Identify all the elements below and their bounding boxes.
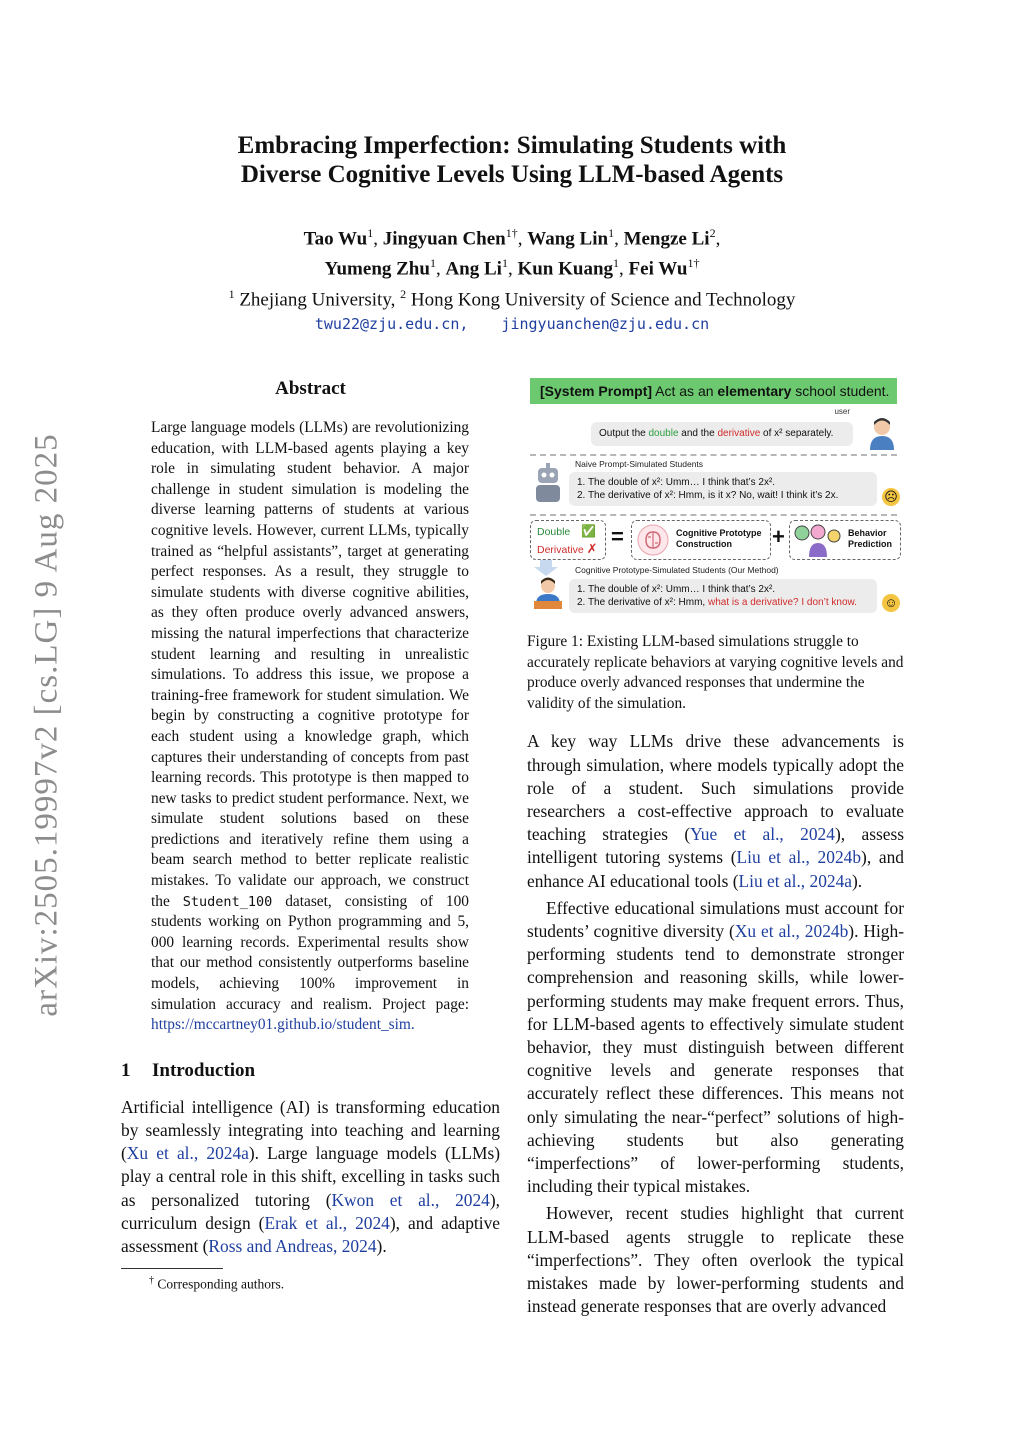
author-name: Mengze Li [623, 228, 710, 250]
text: A key way LLMs drive these advancements is through simulation, where models typically adopt the role of a student. Such simulations provide researchers a cost-effective approach to evaluate teaching strategies ( [527, 731, 904, 845]
section-title: Introduction [152, 1059, 256, 1081]
behavior-prediction-label: Behavior Prediction [848, 528, 893, 549]
section-number: 1 [121, 1059, 131, 1081]
text: ). High-performing students tend to demonstrate stronger comprehension and reasoning skills, while lower-performing students may make frequent errors. Thus, for LLM-based agents to effectively simulate student behavior, they must distinguish between different cognitive levels and generate responses that accurately reflect these differences. This means not only simulating the near-“perfect” solutions of high-achieving students but also generating “imperfections” of lower-performing students, including their typical mistakes. [527, 921, 904, 1197]
emails [0, 312, 1024, 336]
brain-icon [636, 523, 670, 557]
arxiv-sidebar-stamp [24, 430, 70, 1020]
citation-link[interactable]: Ross and Andreas, 2024 [208, 1236, 377, 1257]
behavior-icon [793, 523, 843, 557]
author-name: Tao Wu [303, 228, 368, 250]
our-answer-bubble [569, 579, 877, 613]
citation-link[interactable]: Xu et al., 2024b [734, 921, 849, 941]
left-column [121, 378, 500, 1293]
our-method-header: Cognitive Prototype-Simulated Students (Our Method) [575, 565, 779, 575]
cognitive-prototype-label: Cognitive Prototype Construction [676, 528, 762, 549]
text: ), assess intelligent tutoring systems ( [527, 824, 904, 868]
citation-link[interactable]: Erak et al., 2024 [264, 1212, 390, 1233]
check-icon: ✅ [581, 524, 597, 538]
author-name: Jingyuan Chen [382, 228, 506, 250]
author-sup: 1 [613, 256, 620, 271]
author-name: Kun Kuang [517, 258, 614, 280]
author-sup: 1 [501, 256, 508, 271]
footnote-mark: † [149, 1275, 154, 1287]
affiliations [0, 282, 1024, 312]
title-line-2: Diverse Cognitive Levels Using LLM-based Agents [240, 161, 784, 188]
footnote-text: Corresponding authors. [157, 1276, 285, 1292]
author-name: Fei Wu [628, 258, 688, 280]
footnote-rule [121, 1268, 223, 1269]
text: ), and enhance AI educational tools ( [527, 847, 904, 891]
arxiv-id: arXiv:2505.19997v2 [cs.LG] 9 Aug 2025 [28, 433, 65, 1017]
behavior-prediction-box [789, 520, 901, 560]
text: Double [537, 526, 571, 538]
our-line-1: 1. The double of x²: Umm… I think that’s 2x². [577, 584, 776, 595]
dataset-name: Student_100 [182, 893, 273, 910]
intro-paragraph [121, 1096, 500, 1258]
text: Effective educational simulations must account for students’ cognitive diversity ( [527, 897, 904, 941]
author-sup: 1 [367, 226, 374, 240]
text: ). Large language models (LLMs) play a central role in this shift, excelling in tasks such as personalized tutoring ( [121, 1143, 501, 1210]
text-double: double [648, 428, 679, 439]
equals-sign: = [611, 524, 624, 549]
citation-link[interactable]: Yue et al., 2024 [690, 824, 835, 845]
system-prompt-banner [530, 378, 897, 404]
affil-sup: 1 [228, 286, 235, 301]
right-paragraph-3: However, recent studies highlight that current LLM-based agents struggle to replicate these “imperfections”. They often overlook the typical mistakes made by lower-performing students and instead generate responses that are overly advanced [527, 1203, 904, 1317]
text: school student. [795, 383, 890, 399]
text: Output the [599, 428, 646, 439]
affiliation-2: Hong Kong University of Science and Technology [410, 288, 796, 310]
section-heading [121, 1060, 500, 1082]
email-link-2[interactable]: jingyuanchen@zju.edu.cn [501, 314, 710, 333]
text: Act as an [655, 383, 714, 399]
author-block [0, 221, 1024, 336]
text: Artificial intelligence (AI) is transforming education by seamlessly integrating into teaching and learning ( [121, 1096, 500, 1164]
derivative-label [537, 541, 598, 557]
footnote [121, 1275, 500, 1293]
text: ), and adaptive assessment ( [121, 1212, 501, 1257]
figure-1 [527, 378, 900, 618]
citation-link[interactable]: Xu et al., 2024a [126, 1143, 249, 1164]
double-label [537, 524, 596, 538]
author-sup: 1 [608, 226, 615, 240]
naive-answer-bubble [569, 472, 877, 506]
text: ). [852, 870, 863, 891]
citation-link[interactable]: Liu et al., 2024a [738, 870, 853, 891]
project-page-link[interactable]: https://mccartney01.github.io/student_sim. [151, 1016, 415, 1034]
user-avatar-icon [867, 416, 897, 450]
text: of x² separately. [763, 428, 834, 439]
abstract-heading: Abstract [275, 378, 346, 399]
author-line-1: Tao Wu$^1$, Jingyuan Chen$^{1\dagger}$, Wang Lin$^1$, Mengze Li$^2$, [303, 226, 721, 250]
author-sup: 1† [687, 256, 700, 271]
user-label: user [834, 407, 850, 416]
figure-caption: Figure 1: Existing LLM-based simulations struggle to accurately replicate behaviors at varying cognitive levels and produce overly advanced responses that undermine the validity of the simulation. [527, 633, 904, 712]
happy-face-icon: ☺ [882, 594, 900, 612]
plus-sign: + [772, 524, 785, 549]
text-bold: elementary [717, 383, 792, 399]
text: ), curriculum design ( [121, 1189, 500, 1233]
text: ). [376, 1236, 387, 1257]
text: 2. The derivative of x²: Hmm, [577, 597, 706, 608]
author-name: Ang Li [445, 258, 502, 280]
text-derivative: derivative [717, 428, 761, 439]
naive-line-2: 2. The derivative of x²: Hmm, is it x? No, wait! I think it’s 2x. [577, 490, 839, 501]
double-derivative-box [530, 520, 606, 560]
title-line-1: Embracing Imperfection: Simulating Students with [237, 132, 787, 159]
abstract-text: Large language models (LLMs) are revolutionizing education, with LLM-based agents playing a key role in simulating student behavior. A major challenge in student simulation is modeling the diverse learning patterns of students at various cognitive levels. However, current LLMs, typically trained as “helpful assistants”, target at generating perfect responses. As a result, they struggle to simulate students with diverse cognitive abilities, as they often produce overly advanced answers, missing the natural imperfections that characterize student learning and resulting in unrealistic simulations. To address this issue, we propose a training-free framework for student simulation. We begin by constructing a cognitive prototype for each student using a knowledge graph, which captures their understanding of concepts from past learning records. This prototype is then mapped to new tasks to predict student performance. Next, we simulate student solutions based on these predictions and iteratively refine them using a beam search method to better replicate realistic mistakes. To validate our approach, we construct the [151, 419, 469, 910]
right-paragraph-2 [527, 897, 904, 1199]
right-paragraph-1 [527, 730, 904, 892]
text: and the [681, 428, 715, 439]
author-sup: 2 [709, 226, 716, 240]
author-sup: 1 [429, 256, 436, 271]
text-red: what is a derivative? I don’t know. [707, 597, 857, 608]
text: Derivative [537, 544, 584, 556]
cognitive-prototype-box [631, 520, 771, 560]
citation-link[interactable]: Liu et al., 2024b [736, 847, 862, 868]
student-reading-icon [529, 574, 567, 612]
author-sup: 1† [505, 226, 518, 240]
sad-face-icon: ☹ [882, 488, 900, 506]
email-link-1[interactable]: twu22@zju.edu.cn, [314, 314, 469, 333]
naive-header: Naive Prompt-Simulated Students [575, 459, 704, 469]
robot-icon [531, 462, 565, 504]
author-line-2: Yumeng Zhu$^1$, Ang Li$^1$, Kun Kuang$^1$, Fei $Wu^{1\dagger}$ [324, 256, 700, 280]
cross-icon: ✗ [586, 541, 598, 556]
abstract-body [151, 418, 469, 1036]
citation-link[interactable]: Kwon et al., 2024 [331, 1189, 490, 1210]
user-prompt-bubble [591, 422, 853, 446]
abstract-text: dataset, consisting of 100 students working on Python programming and 5, 000 learning records. Experimental results show that our method consistently outperforms baseline models, achieving 100% improvement in simulation accuracy and realism. Project page: [151, 892, 469, 1013]
system-tag: [System Prompt] [540, 383, 653, 399]
right-column [527, 378, 904, 1318]
author-name: Yumeng Zhu [324, 258, 430, 280]
affiliation-1: Zhejiang University, [239, 288, 396, 310]
our-line-2 [577, 596, 869, 609]
dashed-separator [530, 454, 897, 456]
affil-sup: 2 [400, 286, 407, 301]
dashed-separator [530, 514, 897, 516]
author-name: Wang Lin [527, 228, 609, 250]
paper-title [0, 131, 1024, 189]
naive-line-1: 1. The double of x²: Umm… I think that’s 2x². [577, 477, 776, 488]
